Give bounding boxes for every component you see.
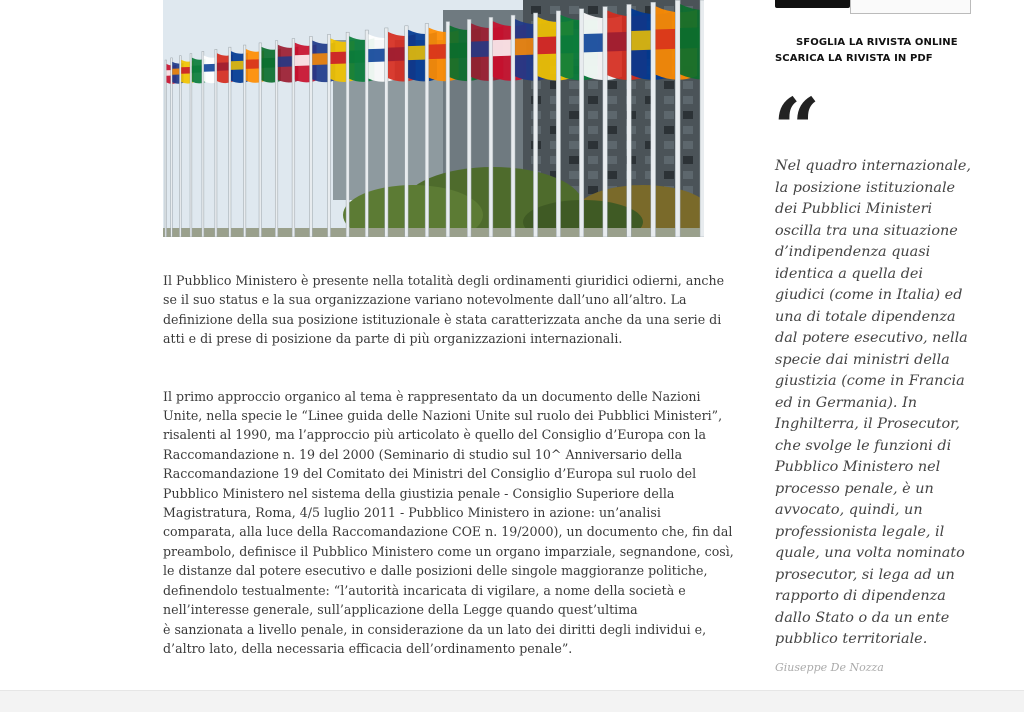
article-paragraph-1: Il Pubblico Ministero è presente nella totalità degli ordinamenti giuridici odierni, anche se il suo status e la sua organizzazione variano notevolmente dall’uno all’altro. La definizione della sua posizione istituzionale è stata caratterizzata anche da una serie di atti e di prese di posizione da parte di più organizzazioni internazionali. [163,273,725,347]
flag-pole [328,34,331,237]
browse-magazine-online-link[interactable]: SFOGLIA LA RIVISTA ONLINE [796,37,958,48]
download-magazine-pdf-link[interactable]: SCARICA LA RIVISTA IN PDF [775,53,933,64]
flag-pole [511,15,515,237]
sidebar-quote: Nel quadro internazionale, la posizione istituzionale dei Pubblici Ministeri oscilla tra una situazione d’indipendenza quasi identica a quella dei giudici (come in Italia) ed una di totale dipendenza dal potere esecutivo, nella specie dai ministri della giustizia (come in Francia ed in Germania). In Inghilterra, il Prosecutor, che svolge le funzioni di Pubblico Ministero nel processo penale, è un avvocato, quindi, un professionista legale, il quale, una volta nominato prosecutor, si lega ad un rapporto di dipendenza dallo Stato o da un ente pubblico territoriale. [775,158,971,647]
flag-pole [275,41,278,237]
flag-pole [259,43,261,237]
flag-pole [215,49,217,237]
flag-pole [310,36,313,237]
flag-pole [385,28,388,237]
flag-pole [651,2,656,237]
flag-pole [675,0,680,237]
flag-pole [229,47,231,237]
flag-pole [171,58,173,237]
flag-pole [627,4,632,237]
article-paragraph-3: è sanzionata a livello penale, in considerazione da un lato dei diritti degli individui e, d’altro lato, della necessaria efficacia dell’ordinamento penale”. [163,621,707,656]
hero-image [163,0,704,237]
article-body [163,271,735,658]
flag-pole [244,45,246,237]
magazine-links [775,35,965,67]
flag-pole [405,26,408,237]
flag-pole [202,51,204,237]
flag-pole [556,11,560,237]
flag-pole [489,17,493,237]
flag-pole [579,9,583,237]
page-bottom-bar [0,690,1024,712]
flag-pole [179,56,181,237]
flag-pole [533,13,537,237]
flag-pole [603,7,608,237]
flags-illustration [163,0,704,237]
flag-pole [446,22,450,237]
flag-pole [190,54,192,237]
quote-mark-icon: “ [773,81,821,177]
quote-author: Giuseppe De Nozza [775,661,884,674]
flag-pole [467,19,471,237]
article-paragraph-2: Il primo approccio organico al tema è rappresentato da un documento delle Nazioni Unite, nella specie le “Linee guida delle Nazioni Unite sul ruolo dei Pubblici Ministeri”, risalenti al 1990, ma l’approccio più articolato è quello del Consiglio d’Europa con la Raccomandazione n. 19 del 2000 (Seminario di studio sul 10^ Anniversario della Raccomandazione 19 del Comitato dei Ministri del Consiglio d’Europa sul ruolo del Pubblico Ministero nel sistema della giustizia penale - Consiglio Superiore della Magistratura, Roma, 4/5 luglio 2011 - Pubblico Ministero in azione: un’analisi comparata, alla luce della Raccomandazione COE n. 19/2000), un documento che, fin dal preambolo, definisce il Pubblico Ministero come un organo imparziale, segnandone, così, le distanze dal potere esecutivo e dalle posizioni delle singole maggioranze politiche, definendolo testualmente: “l’autorità incaricata di vigilare, a nome della società e nell’interesse generale, sull’applicazione della Legge quando quest’ultima [163,388,734,618]
flag-pole [165,60,167,237]
flag-pole [292,39,295,237]
flag-pole [425,24,429,237]
flag-pole [365,30,368,237]
magazine-cover-thumbnail[interactable] [775,0,969,14]
flag-pole [700,0,704,237]
flag-pole [346,32,349,237]
